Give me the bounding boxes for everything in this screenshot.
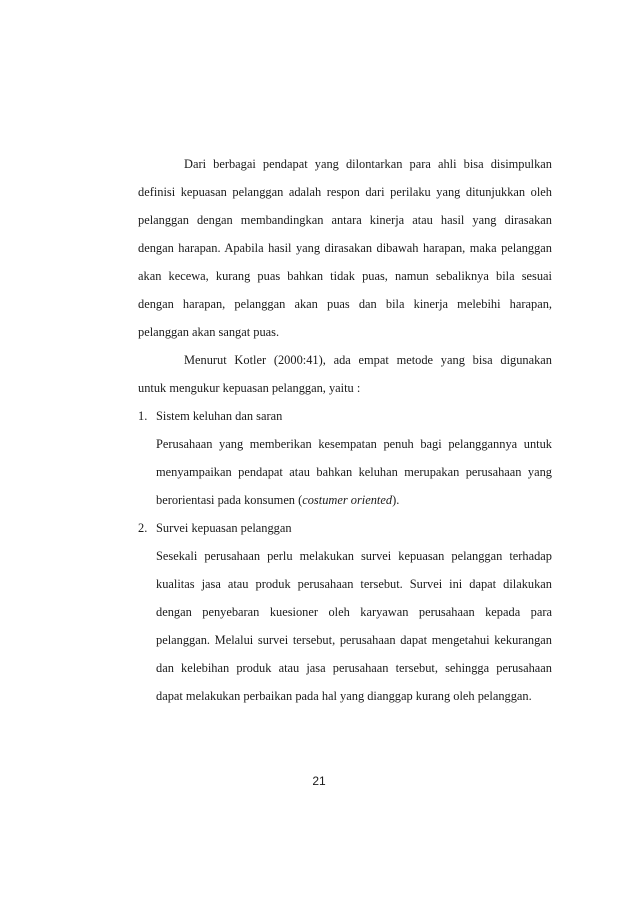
list-item-1-number: 1.	[138, 409, 148, 423]
list-item-2-line-4: pelanggan. Melalui survei tersebut, perusahaan dapat mengetahui kekurangan	[156, 633, 552, 647]
list-item-2-heading	[138, 520, 552, 536]
list-item-1-line-3-suffix: ).	[392, 493, 400, 507]
list-item-2-line-2: kualitas jasa atau produk perusahaan tersebut. Survei ini dapat dilakukan	[156, 577, 552, 591]
paragraph1-line-3: pelanggan dengan membandingkan antara kinerja atau hasil yang dirasakan	[138, 213, 552, 227]
list-item-1-title: Sistem keluhan dan saran	[156, 409, 283, 423]
page-number: 21	[312, 774, 326, 788]
list-item-1-italic-term: costumer oriented	[302, 493, 393, 507]
paragraph1-line-6: dengan harapan, pelanggan akan puas dan bila kinerja melebihi harapan,	[138, 297, 552, 311]
paragraph2-line-2: untuk mengukur kepuasan pelanggan, yaitu :	[138, 381, 361, 395]
paragraph1-line-5: akan kecewa, kurang puas bahkan tidak puas, namun sebaliknya bila sesuai	[138, 269, 552, 283]
list-item-1-line-3	[156, 492, 552, 508]
list-item-2-line-1: Sesekali perusahaan perlu melakukan survei kepuasan pelanggan terhadap	[156, 549, 552, 563]
paragraph1-line-4: dengan harapan. Apabila hasil yang dirasakan dibawah harapan, maka pelanggan	[138, 241, 552, 255]
list-item-2-title: Survei kepuasan pelanggan	[156, 521, 292, 535]
paragraph1-line-1: Dari berbagai pendapat yang dilontarkan para ahli bisa disimpulkan	[184, 157, 552, 171]
list-item-1-line-1: Perusahaan yang memberikan kesempatan penuh bagi pelanggannya untuk	[156, 437, 552, 451]
paragraph1-line-2: definisi kepuasan pelanggan adalah respon dari perilaku yang ditunjukkan oleh	[138, 185, 552, 199]
list-item-1-line-3-prefix: berorientasi pada konsumen (	[156, 493, 303, 507]
paragraph1-line-7: pelanggan akan sangat puas.	[138, 325, 280, 339]
list-item-1-line-2: menyampaikan pendapat atau bahkan keluhan merupakan perusahaan yang	[156, 465, 552, 479]
list-item-1-heading	[138, 408, 552, 424]
list-item-2-line-5: dan kelebihan produk atau jasa perusahaan tersebut, sehingga perusahaan	[156, 661, 552, 675]
paragraph2-line-1: Menurut Kotler (2000:41), ada empat metode yang bisa digunakan	[184, 353, 552, 367]
list-item-2-line-3: dengan penyebaran kuesioner oleh karyawan perusahaan kepada para	[156, 605, 552, 619]
list-item-2-line-6: dapat melakukan perbaikan pada hal yang dianggap kurang oleh pelanggan.	[156, 689, 532, 703]
list-item-2-number: 2.	[138, 521, 148, 535]
